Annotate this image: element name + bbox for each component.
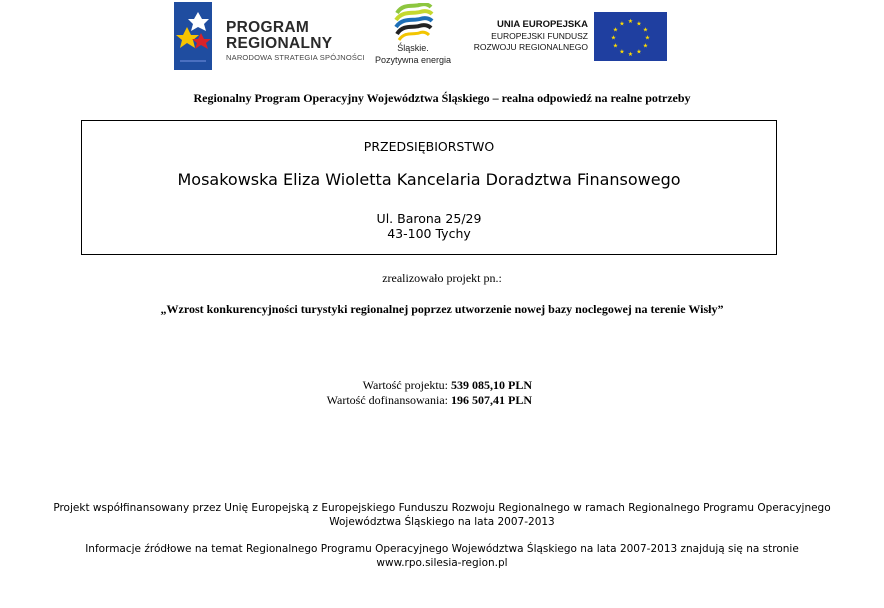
- project-value-label: Wartość projektu:: [362, 378, 451, 392]
- beneficiary-name: Mosakowska Eliza Wioletta Kancelaria Doradztwa Finansowego: [177, 170, 681, 189]
- program-regionalny-logo: [174, 2, 212, 70]
- svg-text:★: ★: [642, 26, 649, 34]
- program-regionalny-line1: PROGRAM: [226, 19, 310, 36]
- svg-text:★: ★: [619, 48, 625, 56]
- beneficiary-street: Ul. Barona 25/29: [376, 211, 482, 226]
- cofinancing-statement-line1: Projekt współfinansowany przez Unię Europejską z Europejskiego Funduszu Rozwoju Regionalnego w ramach Regionalnego Programu Operacyjnego: [53, 502, 831, 514]
- cofinancing-row: [0, 393, 532, 408]
- svg-text:★: ★: [619, 20, 625, 28]
- slaskie-logo: [393, 3, 435, 41]
- svg-text:★: ★: [627, 18, 634, 25]
- realized-text: zrealizowało projekt pn.:: [382, 271, 502, 285]
- svg-text:★: ★: [642, 42, 649, 50]
- svg-text:★: ★: [612, 42, 619, 50]
- cofinancing-statement: [0, 501, 884, 529]
- project-value-amount: 539 085,10 PLN: [451, 378, 532, 392]
- beneficiary-box: [81, 120, 777, 255]
- unia-europejska-line1: UNIA EUROPEJSKA: [497, 19, 588, 30]
- unia-europejska-line2: EUROPEJSKI FUNDUSZ: [491, 31, 588, 41]
- eu-flag-icon: [594, 12, 667, 61]
- cofinancing-label: Wartość dofinansowania:: [326, 393, 451, 407]
- svg-text:★: ★: [636, 48, 642, 56]
- cofinancing-statement-line2: Województwa Śląskiego na lata 2007-2013: [329, 516, 555, 528]
- slaskie-line1: Śląskie.: [397, 43, 429, 53]
- svg-text:★: ★: [612, 26, 619, 34]
- program-tagline: Regionalny Program Operacyjny Województwa Śląskiego – realna odpowiedź na realne potrzeby: [193, 91, 691, 105]
- cofinancing-amount: 196 507,41 PLN: [451, 393, 532, 407]
- beneficiary-city: 43-100 Tychy: [387, 226, 471, 241]
- slaskie-wordmark: [362, 42, 464, 66]
- project-title: „Wzrost konkurencyjności turystyki regionalnej poprzez utworzenie nowej bazy noclegowej na terenie Wisły”: [160, 302, 724, 316]
- svg-text:★: ★: [636, 20, 642, 28]
- beneficiary-label: PRZEDSIĘBIORSTWO: [363, 139, 495, 154]
- program-regionalny-wordmark: [226, 20, 365, 63]
- program-regionalny-line3: NARODOWA STRATEGIA SPÓJNOŚCI: [226, 53, 365, 62]
- source-info-url: www.rpo.silesia-region.pl: [376, 557, 508, 569]
- svg-text:★: ★: [644, 34, 651, 42]
- program-regionalny-line2: REGIONALNY: [226, 35, 333, 52]
- source-info-line1: Informacje źródłowe na temat Regionalnego Programu Operacyjnego Województwa Śląskiego na lata 2007-2013 znajdują się na stronie: [85, 543, 799, 555]
- svg-text:★: ★: [610, 34, 617, 42]
- unia-europejska-wordmark: [466, 19, 588, 53]
- project-value-row: [0, 378, 532, 393]
- unia-europejska-line3: ROZWOJU REGIONALNEGO: [473, 42, 588, 52]
- source-info: [0, 542, 884, 570]
- logo-header: [0, 0, 884, 72]
- slaskie-line2: Pozytywna energia: [374, 55, 452, 65]
- svg-text:★: ★: [627, 51, 634, 58]
